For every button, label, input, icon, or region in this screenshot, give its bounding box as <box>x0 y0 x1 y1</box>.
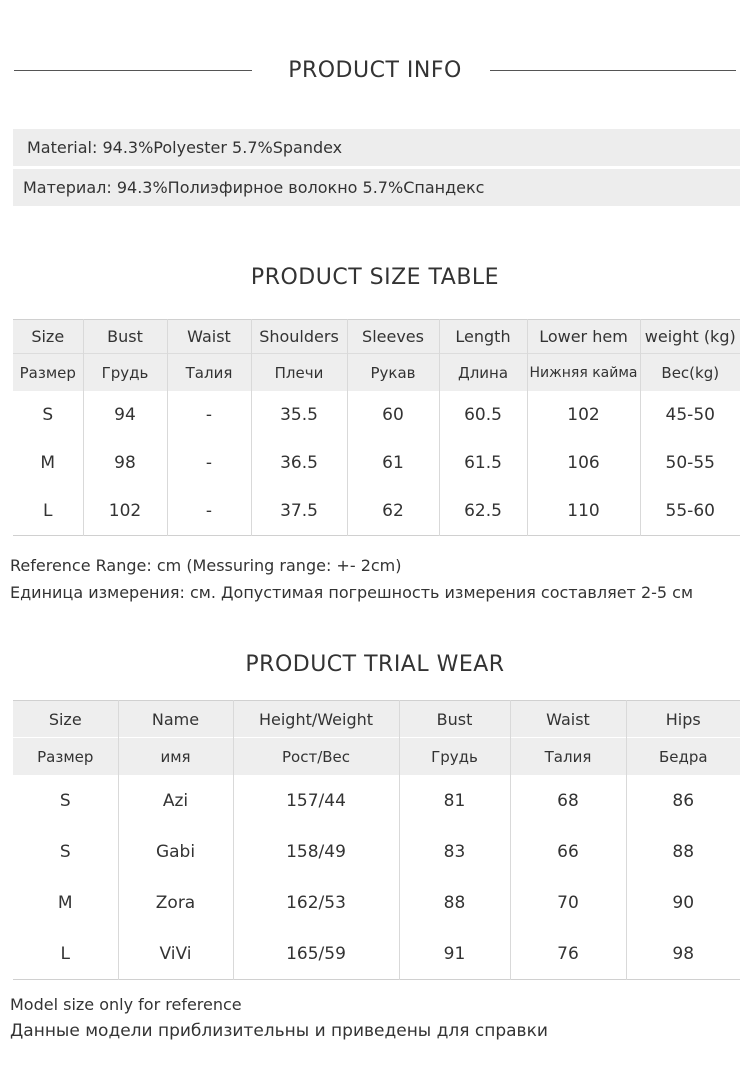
table-cell: 60.5 <box>439 391 527 439</box>
header-cell: Waist <box>510 701 626 738</box>
trial-note-ru: Данные модели приблизительны и приведены для справки <box>10 1021 548 1041</box>
table-cell: 91 <box>399 928 510 980</box>
table-cell: 45-50 <box>640 391 740 439</box>
table-row <box>13 826 740 877</box>
table-cell: 165/59 <box>233 928 399 980</box>
product-info-title: PRODUCT INFO <box>288 58 462 83</box>
table-cell: 61.5 <box>439 439 527 487</box>
header-cell: Sleeves <box>347 320 439 354</box>
header-cell: Грудь <box>83 354 167 392</box>
table-cell: 66 <box>510 826 626 877</box>
table-cell: 62 <box>347 487 439 536</box>
table-cell: 102 <box>527 391 640 439</box>
material-ru-text: Материал: 94.3%Полиэфирное волокно 5.7%Спандекс <box>23 178 485 197</box>
table-cell: ViVi <box>118 928 233 980</box>
table-cell: 98 <box>626 928 740 980</box>
header-cell: Size <box>13 701 118 738</box>
header-cell: Shoulders <box>251 320 347 354</box>
trial-note-en: Model size only for reference <box>10 995 242 1014</box>
table-cell: Zora <box>118 877 233 928</box>
table-cell: Gabi <box>118 826 233 877</box>
table-cell: 90 <box>626 877 740 928</box>
header-cell: Bust <box>83 320 167 354</box>
table-cell: 102 <box>83 487 167 536</box>
header-cell: Грудь <box>399 738 510 776</box>
size-note-ru: Единица измерения: см. Допустимая погрешность измерения составляет 2-5 см <box>10 583 694 602</box>
material-en-bar <box>13 129 740 166</box>
table-cell: 60 <box>347 391 439 439</box>
table-cell: 88 <box>399 877 510 928</box>
size-table-title: PRODUCT SIZE TABLE <box>250 265 500 290</box>
header-cell: Нижняя кайма <box>527 354 640 392</box>
table-cell: 76 <box>510 928 626 980</box>
header-cell: имя <box>118 738 233 776</box>
header-cell: Height/Weight <box>233 701 399 738</box>
table-cell: M <box>40 453 56 473</box>
header-cell: Вес(kg) <box>640 354 740 392</box>
header-cell: Размер <box>13 738 118 776</box>
table-row <box>13 487 740 536</box>
table-row <box>13 928 740 980</box>
table-cell: 98 <box>83 439 167 487</box>
table-cell: L <box>60 943 70 964</box>
table-row <box>13 439 740 487</box>
table-cell: S <box>59 790 71 811</box>
table-cell: 106 <box>527 439 640 487</box>
trial-header-row-en <box>13 701 740 738</box>
material-ru-bar <box>13 169 740 206</box>
trial-wear-title: PRODUCT TRIAL WEAR <box>245 652 505 677</box>
table-cell: 55-60 <box>640 487 740 536</box>
table-cell: M <box>57 892 73 913</box>
material-en-text: Material: 94.3%Polyester 5.7%Spandex <box>27 138 343 157</box>
title-rule-right <box>490 70 736 71</box>
header-cell: Длина <box>439 354 527 392</box>
table-cell: 81 <box>399 775 510 826</box>
header-cell: Lower hem <box>527 320 640 354</box>
table-cell: 110 <box>527 487 640 536</box>
table-row <box>13 877 740 928</box>
table-cell: 70 <box>510 877 626 928</box>
table-cell: 36.5 <box>251 439 347 487</box>
table-cell: 62.5 <box>439 487 527 536</box>
table-cell: S <box>59 841 71 862</box>
header-cell: Талия <box>167 354 251 392</box>
table-cell: 88 <box>626 826 740 877</box>
table-cell: 68 <box>510 775 626 826</box>
table-cell: 86 <box>626 775 740 826</box>
header-cell: Рост/Вес <box>233 738 399 776</box>
header-cell: Bust <box>399 701 510 738</box>
header-cell: Размер <box>13 354 83 392</box>
table-cell: 35.5 <box>251 391 347 439</box>
size-table <box>13 319 740 536</box>
trial-header-row-ru <box>13 738 740 776</box>
header-cell: Hips <box>626 701 740 738</box>
table-cell: 83 <box>399 826 510 877</box>
table-cell: 162/53 <box>233 877 399 928</box>
table-cell: 37.5 <box>251 487 347 536</box>
header-cell: Рукав <box>347 354 439 392</box>
header-cell: Бедра <box>626 738 740 776</box>
header-cell: Name <box>118 701 233 738</box>
header-cell: Талия <box>510 738 626 776</box>
table-cell: S <box>42 405 54 425</box>
table-cell: Azi <box>118 775 233 826</box>
table-cell: L <box>43 501 53 521</box>
size-header-row-ru <box>13 354 740 392</box>
table-row <box>13 391 740 439</box>
header-cell: weight (kg) <box>640 320 740 354</box>
header-cell: Плечи <box>251 354 347 392</box>
table-cell: 158/49 <box>233 826 399 877</box>
table-row <box>13 775 740 826</box>
size-note-en: Reference Range: cm (Messuring range: +- 2cm) <box>10 556 402 575</box>
table-cell: 50-55 <box>640 439 740 487</box>
table-cell: - <box>167 487 251 536</box>
table-cell: 94 <box>83 391 167 439</box>
table-cell: - <box>167 391 251 439</box>
header-cell: Size <box>13 320 83 354</box>
table-cell: 157/44 <box>233 775 399 826</box>
trial-wear-table <box>13 700 740 980</box>
table-cell: - <box>167 439 251 487</box>
size-header-row-en <box>13 320 740 354</box>
table-cell: 61 <box>347 439 439 487</box>
header-cell: Waist <box>167 320 251 354</box>
header-cell: Length <box>439 320 527 354</box>
